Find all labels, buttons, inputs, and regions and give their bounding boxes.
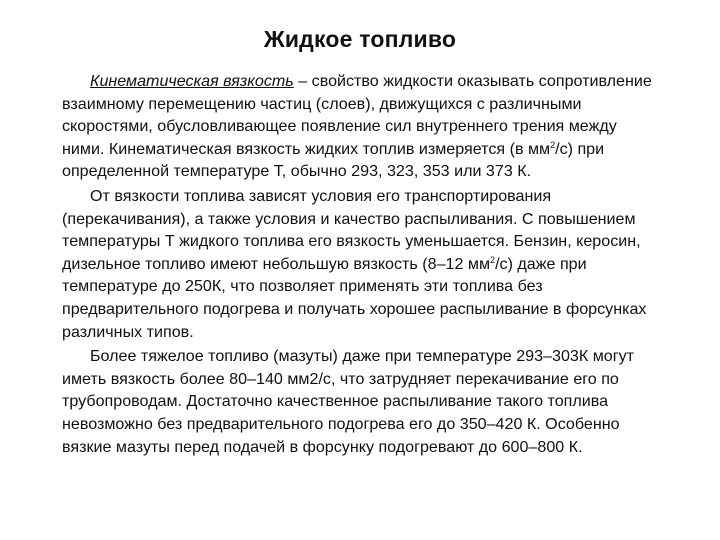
paragraph-heavy-fuel	[62, 345, 662, 458]
superscript-2: 2	[550, 139, 556, 150]
superscript-2: 2	[490, 254, 496, 265]
paragraph-2-text-a: От вязкости топлива зависят условия его транспортирования (перекачивания), а также условия и качество распыливания. С повышением температуры Т жидкого топлива его вязкость уменьшается. Бензин, керосин, дизельное топливо имеют небольшую вязкость (8–12 мм	[62, 186, 641, 273]
slide-title: Жидкое топливо	[263, 26, 457, 52]
paragraph-viscosity-effects	[62, 185, 662, 343]
paragraph-1-text-a: – свойство жидкости оказывать сопротивление взаимному перемещению частиц (слоев), движущихся с различными скоростями, обусловливающее появление сил внутреннего трения между ними. Кинематическая вязкость жидких топлив измеряется (в мм	[62, 72, 652, 158]
paragraph-kinematic-viscosity	[62, 70, 662, 183]
term-kinematic-viscosity: Кинематическая вязкость	[90, 72, 294, 90]
paragraph-3-text: Более тяжелое топливо (мазуты) даже при температуре 293–303К могут иметь вязкость более 80–140 мм2/с, что затрудняет перекачивание его по трубопроводам. Достаточно качественное распыливание такого топлива невозможно без предварительного подогрева его до 350–420 К. Особенно вязкие мазуты перед подачей в форсунку подогревают до 600–800 К.	[62, 347, 635, 456]
slide-body	[62, 70, 662, 460]
paragraph-1-text-b: /с) при определенной температуре Т, обычно 293, 323, 353 или 373 К.	[62, 139, 605, 181]
paragraph-2-text-b: /с) даже при температуре до 250К, что позволяет применять эти топлива без предварительного подогрева и получать хорошее распыливание в форсунках различных типов.	[62, 254, 647, 341]
